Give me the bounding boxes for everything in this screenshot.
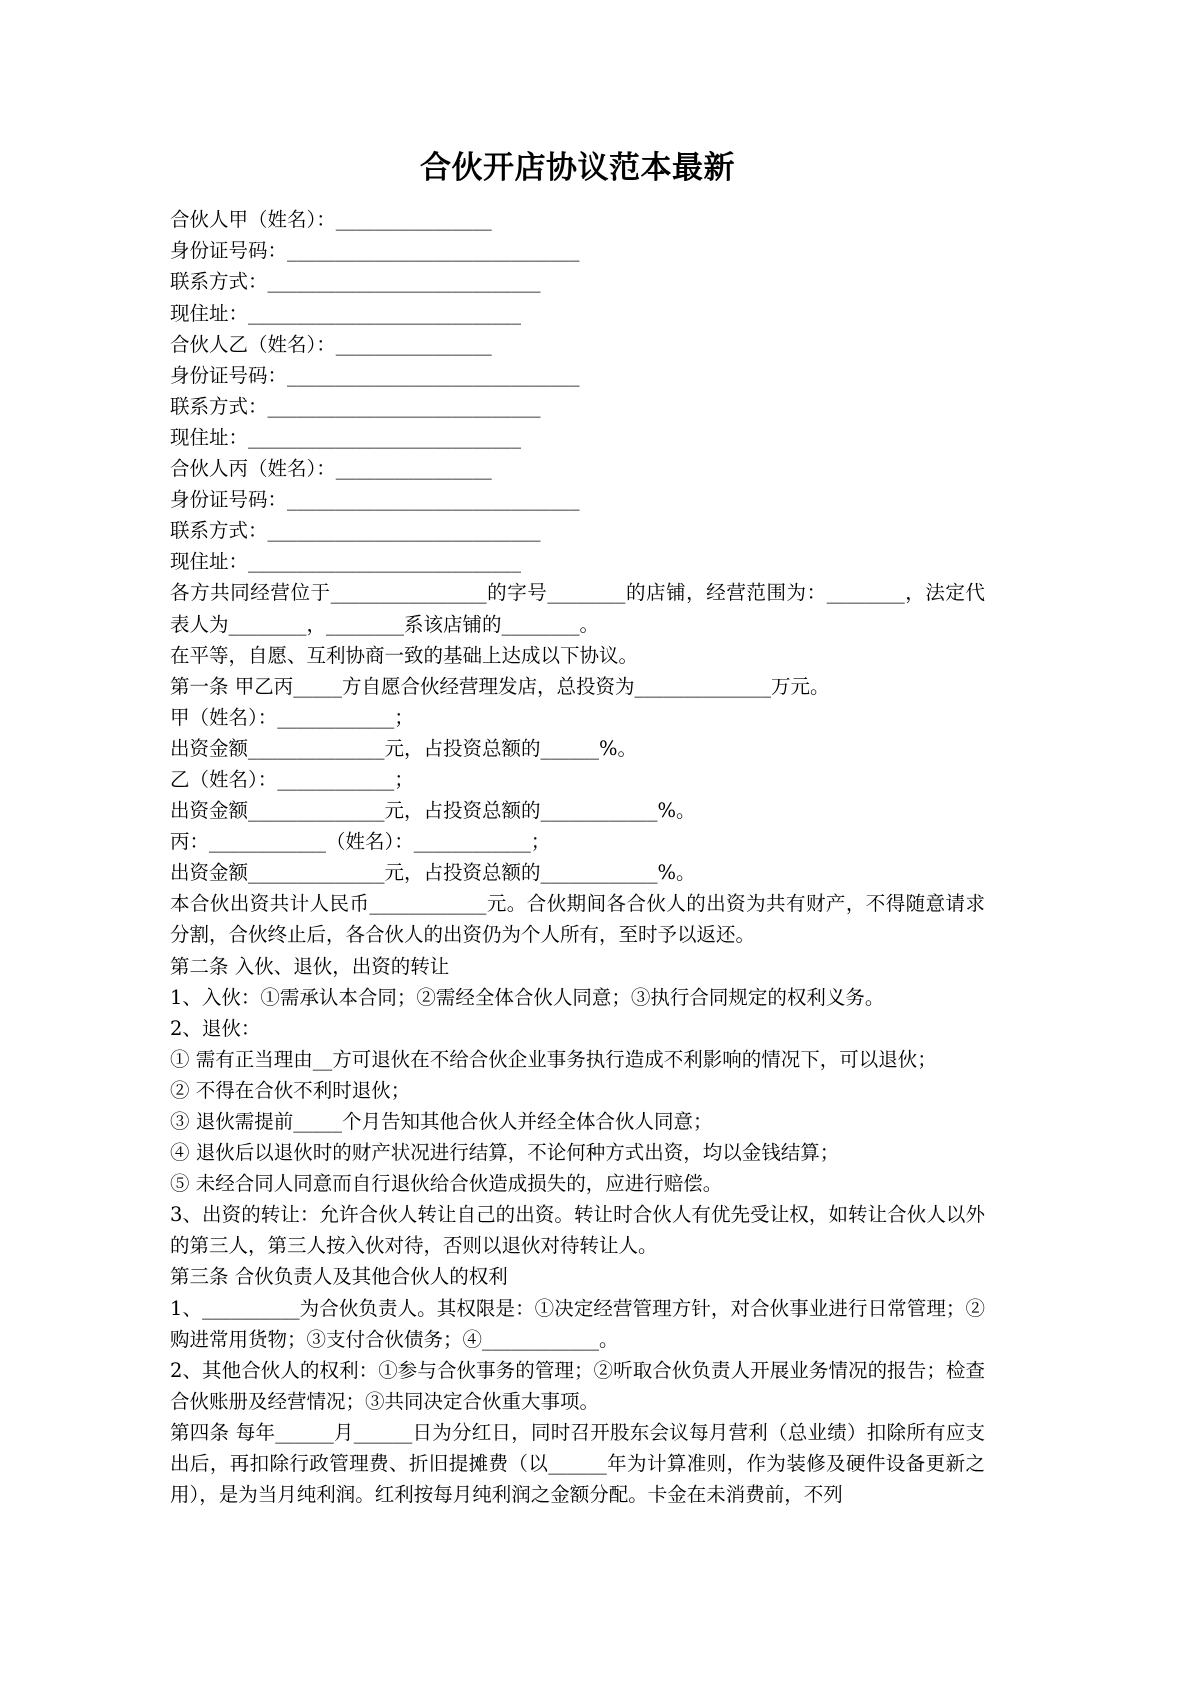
text-line: 身份证号码：______________________________ [170, 488, 580, 512]
text-line: 第二条 入伙、退伙，出资的转让 [170, 954, 450, 978]
text-line: 乙（姓名）：____________； [170, 767, 414, 791]
text-line: ③ 退伙需提前_____个月告知其他合伙人并经全体合伙人同意； [170, 1110, 713, 1134]
text-line: 合伙人乙（姓名）：________________ [170, 332, 492, 356]
text-line: 丙：____________（姓名）：____________； [170, 830, 551, 854]
text-line: 身份证号码：______________________________ [170, 363, 580, 387]
text-line: 现住址：____________________________ [170, 425, 522, 449]
text-line: 1、入伙：①需承认本合同；②需经全体合伙人同意；③执行合同规定的权利义务。 [170, 985, 885, 1009]
text-line: 现住址：____________________________ [170, 550, 522, 574]
text-line: 2、其他合伙人的权利：①参与合伙事务的管理；②听取合伙负责人开展业务情况的报告；检查合伙账册及经营情况；③共同决定合伙重大事项。 [170, 1358, 985, 1413]
text-line: 出资金额______________元，占投资总额的____________%。 [170, 861, 696, 885]
text-line: ① 需有正当理由__方可退伙在不给合伙企业事务执行造成不利影响的情况下，可以退伙； [170, 1047, 937, 1071]
text-line: 现住址：____________________________ [170, 301, 522, 325]
text-line: 联系方式：____________________________ [170, 394, 541, 418]
text-line: 甲（姓名）：____________； [170, 705, 414, 729]
text-line: 第一条 甲乙丙_____方自愿合伙经营理发店，总投资为______________万元。 [170, 674, 830, 698]
page-title: 合伙开店协议范本最新 [420, 150, 735, 186]
document-body [170, 204, 985, 1510]
text-line: ④ 退伙后以退伙时的财产状况进行结算，不论何种方式出资，均以金钱结算； [170, 1141, 840, 1165]
text-line: 第四条 每年______月______日为分红日，同时召开股东会议每月营利（总业绩）扣除所有应支出后，再扣除行政管理费、折旧提摊费（以______年为计算准则，作为装修及硬件设备更新之用），是为当月纯利润。红利按每月纯利润之金额分配。卡金在未消费前，不列 [170, 1420, 985, 1507]
text-line: 身份证号码：______________________________ [170, 239, 580, 263]
text-line: 联系方式：____________________________ [170, 519, 541, 543]
text-line: 联系方式：____________________________ [170, 270, 541, 294]
text-line: ② 不得在合伙不利时退伙； [170, 1078, 411, 1102]
text-line: 2、退伙： [170, 1016, 261, 1040]
text-line: 出资金额______________元，占投资总额的____________%。 [170, 799, 696, 823]
text-line: 1、__________为合伙负责人。其权限是：①决定经营管理方针，对合伙事业进行日常管理；②购进常用货物；③支付合伙债务；④____________。 [170, 1296, 985, 1351]
text-line: 在平等，自愿、互利协商一致的基础上达成以下协议。 [170, 643, 639, 667]
text-line: 合伙人丙（姓名）：________________ [170, 457, 492, 481]
text-line: 本合伙出资共计人民币____________元。合伙期间各合伙人的出资为共有财产，不得随意请求分割，合伙终止后，各合伙人的出资仍为个人所有，至时予以返还。 [170, 892, 985, 947]
text-line: 第三条 合伙负责人及其他合伙人的权利 [170, 1265, 508, 1289]
text-line: ⑤ 未经合同人同意而自行退伙给合伙造成损失的，应进行赔偿。 [170, 1172, 723, 1196]
text-line: 3、出资的转让：允许合伙人转让自己的出资。转让时合伙人有优先受让权，如转让合伙人以外的第三人，第三人按入伙对待，否则以退伙对待转让人。 [170, 1203, 985, 1258]
text-line: 合伙人甲（姓名）：________________ [170, 208, 492, 232]
text-line: 出资金额______________元，占投资总额的______%。 [170, 736, 638, 760]
text-line: 各方共同经营位于________________的字号________的店铺，经营范围为：________，法定代表人为________，________系该店铺的________。 [170, 581, 985, 636]
